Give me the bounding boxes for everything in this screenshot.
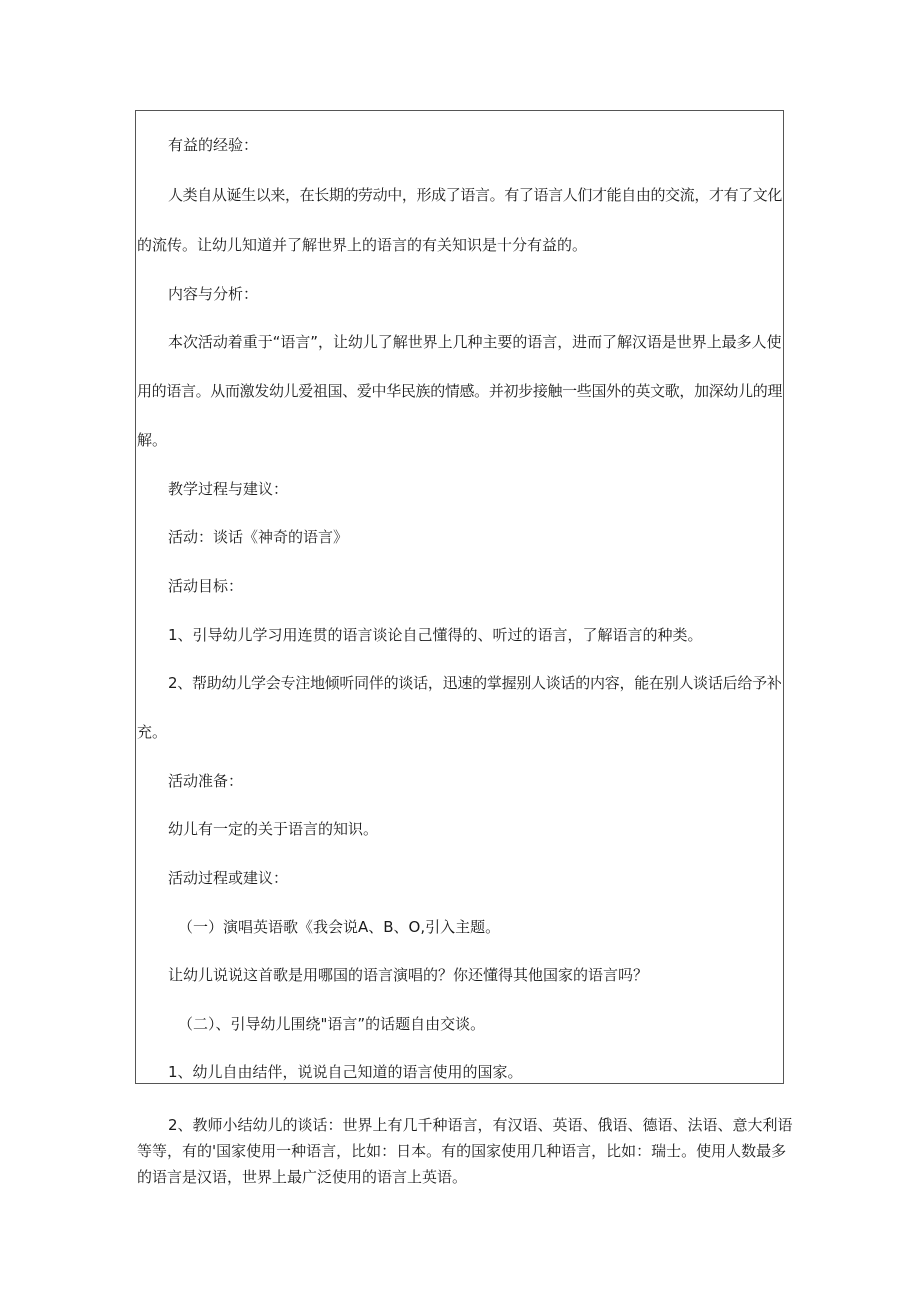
process-step: 1、幼儿自由结伴，说说自己知道的语言使用的国家。 [168,1063,523,1081]
paragraph-line: 充。 [137,723,168,741]
summary-line: 的语言是汉语，世界上最广泛使用的语言上英语。 [137,1168,468,1186]
heading-content-analysis: 内容与分析： [168,285,259,303]
process-step: （一）演唱英语歌《我会说A、B、O,引入主题。 [178,918,501,936]
heading-activity-preparation: 活动准备： [168,772,244,790]
paragraph-line: 的流传。让幼儿知道并了解世界上的语言的有关知识是十分有益的。 [137,236,588,254]
summary-line: 等等，有的'国家使用一种语言，比如：日本。有的国家使用几种语言，比如：瑞士。使用人数最多 [137,1142,787,1160]
goal-item: 1、引导幼儿学习用连贯的语言谈论自己懂得的、听过的语言，了解语言的种类。 [168,626,703,644]
process-step: （二）、引导幼儿围绕"语言”的话题自由交谈。 [178,1015,486,1033]
goal-item: 2、帮助幼儿学会专注地倾听同伴的谈话，迅速的掌握别人谈话的内容，能在别人谈话后给予补 [168,674,782,692]
paragraph-line: 用的语言。从而激发幼儿爱祖国、爱中华民族的情感。并初步接触一些国外的英文歌，加深幼儿的理 [137,382,783,400]
paragraph-line: 解。 [137,431,168,449]
heading-activity-process: 活动过程或建议： [168,869,289,887]
activity-title: 活动：谈话《神奇的语言》 [168,528,349,546]
heading-activity-goals: 活动目标： [168,577,244,595]
content-table-cell [135,110,784,1084]
paragraph-line: 本次活动着重于“语言”，让幼儿了解世界上几种主要的语言，进而了解汉语是世界上最多人使 [168,333,782,351]
heading-useful-experience: 有益的经验： [168,136,259,154]
heading-teaching-process: 教学过程与建议： [168,480,289,498]
paragraph-line: 幼儿有一定的关于语言的知识。 [168,820,379,838]
summary-line: 2、教师小结幼儿的谈话：世界上有几千种语言，有汉语、英语、俄语、德语、法语、意大利语 [168,1116,793,1134]
paragraph-line: 让幼儿说说这首歌是用哪国的语言演唱的？你还懂得其他国家的语言吗？ [168,966,649,984]
paragraph-line: 人类自从诞生以来，在长期的劳动中，形成了语言。有了语言人们才能自由的交流，才有了文化 [168,186,783,204]
